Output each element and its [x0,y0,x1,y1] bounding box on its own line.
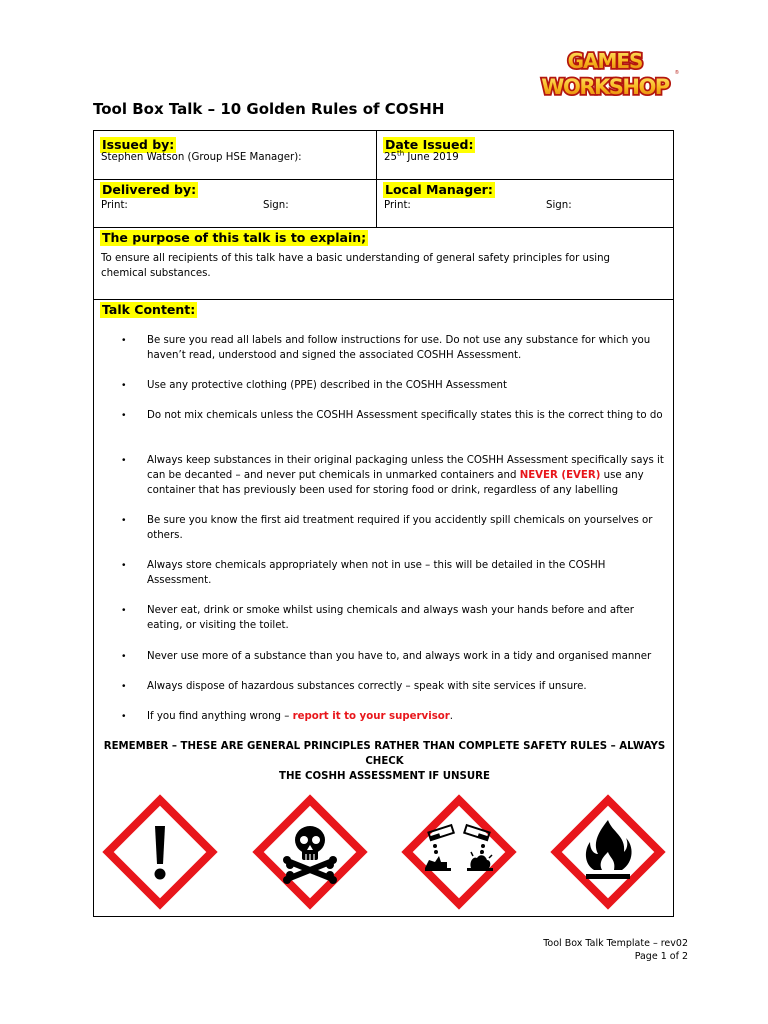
footer-template-rev: Tool Box Talk Template – rev02 [543,938,688,949]
manager-sign-label: Sign: [546,200,572,211]
rule-text-part: Always keep substances in their original packaging unless the COSHH Assessment specifically says it can be decanted – and never put chemicals in unmarked containers and [147,455,664,481]
remember-note [102,739,667,784]
rule-text: Do not mix chemicals unless the COSHH Assessment specifically states this is the correct thing to do [147,410,663,421]
bullet-icon: • [122,380,126,391]
remember-line-2: THE COSHH ASSESSMENT IF UNSURE [279,771,490,782]
local-manager-label: Local Manager: [385,182,493,197]
rule-text-part: use any container that has previously been used for storing food or drink, regardless of any labelling [147,470,644,496]
rule-text: Always dispose of hazardous substances correctly – speak with site services if unsure. [147,681,587,692]
rule-text: Never use more of a substance than you have to, and always work in a tidy and organised manner [147,651,652,662]
page-title: Tool Box Talk – 10 Golden Rules of COSHH [93,100,445,118]
flame-icon [552,796,664,908]
bullet-icon: • [122,560,126,571]
rule-text [147,709,667,724]
purpose-row [94,228,673,300]
footer-page-number: Page 1 of 2 [634,951,688,962]
svg-text:GAMES: GAMES [567,49,643,73]
issued-by-value: Stephen Watson (Group HSE Manager): [101,152,302,163]
rule-text [147,453,667,498]
delivered-sign-label: Sign: [263,200,289,211]
footer [543,937,688,963]
bullet-icon: • [122,515,126,526]
delivered-by-cell [94,180,376,227]
talk-content-section [94,300,673,916]
skull-crossbones-icon [254,796,366,908]
rule-text-part: . [449,711,454,722]
bullet-icon: • [122,410,126,421]
delivered-by-label: Delivered by: [102,182,197,197]
date-day-suffix: th [396,149,405,158]
issued-by-label: Issued by: [102,137,175,152]
rule-emphasis: NEVER (EVER) [519,470,601,481]
bullet-icon: • [122,711,126,722]
bullet-icon: • [122,335,126,346]
date-issued-value [384,150,459,165]
manager-print-label: Print: [384,200,411,211]
rule-text: Be sure you know the first aid treatment required if you accidently spill chemicals on yourselves or others. [147,515,653,541]
rule-text: Be sure you read all labels and follow instructions for use. Do not use any substance for which you haven’t read, understood and signed the associated COSHH Assessment. [147,335,651,361]
bullet-icon: • [122,681,126,692]
rule-text: Always store chemicals appropriately when not in use – this will be detailed in the COSHH Assessment. [147,560,606,586]
purpose-text: To ensure all recipients of this talk have a basic understanding of general safety principles for using chemical substances. [101,253,611,279]
remember-line-1: REMEMBER – THESE ARE GENERAL PRINCIPLES RATHER THAN COMPLETE SAFETY RULES – ALWAYS CHECK [103,741,666,767]
bullet-icon: • [122,651,126,662]
delivered-print-label: Print: [101,200,128,211]
issued-row [94,131,673,180]
date-issued-cell [376,131,673,179]
rule-text: Use any protective clothing (PPE) described in the COSHH Assessment [147,380,507,391]
rule-text: Never eat, drink or smoke whilst using chemicals and always wash your hands before and after eating, or visiting the toilet. [147,605,634,631]
date-month-year: June 2019 [404,152,459,163]
local-manager-cell [376,180,673,227]
date-day: 25 [384,152,397,163]
rule-text-part: If you find anything wrong – [147,711,293,722]
purpose-label: The purpose of this talk is to explain; [102,230,367,245]
delivered-row [94,180,673,228]
exclamation-mark-icon [104,796,216,908]
svg-text:WORKSHOP: WORKSHOP [541,75,669,99]
toolbox-talk-form [93,130,674,917]
bullet-icon: • [122,605,126,616]
talk-content-label: Talk Content: [102,302,196,317]
date-issued-label: Date Issued: [385,137,474,152]
issued-by-cell [94,131,376,179]
games-workshop-logo [533,44,678,102]
rule-emphasis: report it to your supervisor [292,711,450,722]
corrosive-icon [403,796,515,908]
bullet-icon: • [122,455,126,466]
svg-text:®: ® [675,70,679,76]
